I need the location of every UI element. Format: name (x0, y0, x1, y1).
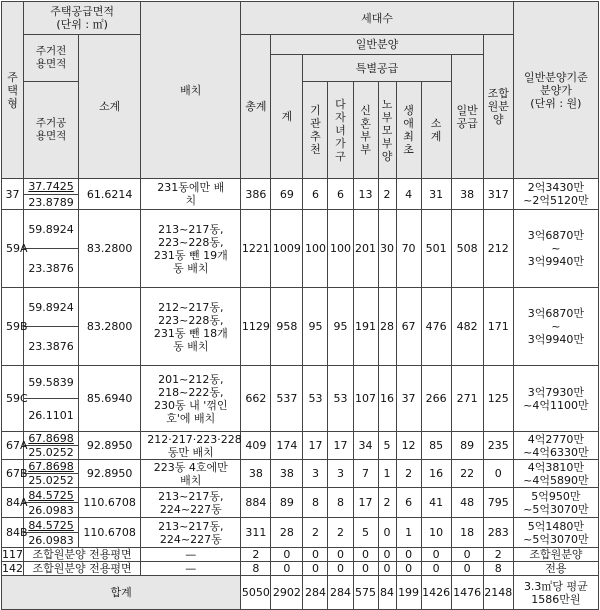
header-multichild: 다자녀가구 (328, 82, 353, 179)
header-common: 주거공용면적 (24, 82, 79, 179)
table-row: 59B 59.8924 83.2800 212~217동, 223~228동, 231동 뺀 18개 동 배치 1129 958 95 95 191 28 67 476 482 171 3억6870만 ~ 3억9940만 (2, 288, 599, 327)
table-row: 67B 67.8698 92.8950 223동 4호에만 배치 38 38 3 3 7 1 2 16 22 0 4억3810만 ~4억5890만 (2, 460, 599, 474)
table-row: 117 조합원분양 전용평면 — 2 0 0 0 0 0 0 0 0 2 조합원분양 (2, 548, 599, 562)
header-placement: 배치 (141, 2, 241, 179)
header-total: 총계 (241, 35, 271, 179)
header-special: 특별공급 (303, 55, 451, 82)
header-union: 조합원분양 (483, 35, 513, 179)
header-general-sale: 일반분양 (271, 35, 483, 55)
table-row: 84A 84.5725 110.6708 213~217동, 224~227동 884 89 8 8 17 2 6 41 48 795 5억950만 ~5억3070만 (2, 488, 599, 503)
header-type: 주택형 (2, 2, 24, 179)
header-households: 세대수 (241, 2, 513, 35)
header-special-subtotal: 소계 (421, 82, 451, 179)
header-supply-area: 주택공급면적 (단위 : ㎡) (24, 2, 141, 35)
supply-table: 주택형 주택공급면적 (단위 : ㎡) 배치 세대수 일반분양기준분양가 (단위 : 원) 주거전용면적 소계 총계 일반분양 조합원분양 계 특별공급 일반공급 주거공용면적 기관추천 다자녀가구 신혼부부 노부모부양 생애최초 소계 37 37.7425 61.6214 231동에만 배치 386 69 6 6 13 2 4 31 38 317 2억3430만 ~2억5120만 23.8789 59A 59.8924 83.2800 213~217동, 223~228동, 231동 뺀 19개 동 배치 1221 1009 100 100 201 30 70 501 508 212 3억6870만 ~ 3억9940만 23.3876 59B 59.8924 83.2800 212~217동, 223~228동, 231동 뺀 18개 동 배치 1129 958 95 95 191 28 67 476 482 171 3억6870만 ~ 3억9940만 23.3876 59C 59.5839 85.6940 201~212동, 218~222동, 230동 내 '꺾인 호'에 배치 662 537 53 53 107 16 37 266 271 125 3억7930만 ~4억1100만 26.1101 67A 67.8698 92.8950 212·217·223·228동만 배치 409 174 17 17 34 5 12 85 89 235 4억2770만 ~4억6330만 25.0252 67B 67.8698 92.8950 223동 4호에만 배치 38 38 3 3 7 1 2 16 22 0 4억3810만 ~4억5890만 25.0252 84A 84.5725 110.6708 213~217동, 224~227동 884 89 8 8 17 2 6 41 48 795 5억950만 ~5억3070만 26.0983 84B 84.5725 110.6708 213~217동, 224~227동 311 28 2 2 5 0 1 10 18 283 5억1480만 ~5억3070만 26.0983 117 조합원분양 전용평면 — 2 0 0 0 0 0 0 0 0 2 조합원분양 142 조합원분양 전용평면 — 8 0 0 0 0 0 0 0 0 8 전용 합계 5050 2902 284 284 575 84 199 1426 1476 2148 3.3㎡당 평균 1586만원 (1, 1, 599, 610)
header-first-time: 생애최초 (396, 82, 421, 179)
table-row: 67A 67.8698 92.8950 212·217·223·228동만 배치 409 174 17 17 34 5 12 85 89 235 4억2770만 ~4억6330만 (2, 432, 599, 446)
totals-label: 합계 (2, 576, 241, 610)
header-sum: 계 (271, 55, 303, 179)
header-price: 일반분양기준분양가 (단위 : 원) (513, 2, 598, 179)
table-row: 37 37.7425 61.6214 231동에만 배치 386 69 6 6 13 2 4 31 38 317 2억3430만 ~2억5120만 (2, 179, 599, 195)
header-area-subtotal: 소계 (79, 35, 141, 179)
table-row: 59A 59.8924 83.2800 213~217동, 223~228동, 231동 뺀 19개 동 배치 1221 1009 100 100 201 30 70 501 508 212 3억6870만 ~ 3억9940만 (2, 210, 599, 249)
header-exclusive: 주거전용면적 (24, 35, 79, 82)
table-row: 84B 84.5725 110.6708 213~217동, 224~227동 311 28 2 2 5 0 1 10 18 283 5억1480만 ~5억3070만 (2, 518, 599, 533)
totals-row: 합계 5050 2902 284 284 575 84 199 1426 1476 2148 3.3㎡당 평균 1586만원 (2, 576, 599, 610)
header-institution: 기관추천 (303, 82, 328, 179)
header-general-supply: 일반공급 (451, 55, 483, 179)
table-row: 59C 59.5839 85.6940 201~212동, 218~222동, 230동 내 '꺾인 호'에 배치 662 537 53 53 107 16 37 266 271 125 3억7930만 ~4억1100만 (2, 366, 599, 399)
header-newlywed: 신혼부부 (353, 82, 378, 179)
header-elderly: 노부모부양 (378, 82, 396, 179)
table-row: 142 조합원분양 전용평면 — 8 0 0 0 0 0 0 0 0 8 전용 (2, 562, 599, 576)
